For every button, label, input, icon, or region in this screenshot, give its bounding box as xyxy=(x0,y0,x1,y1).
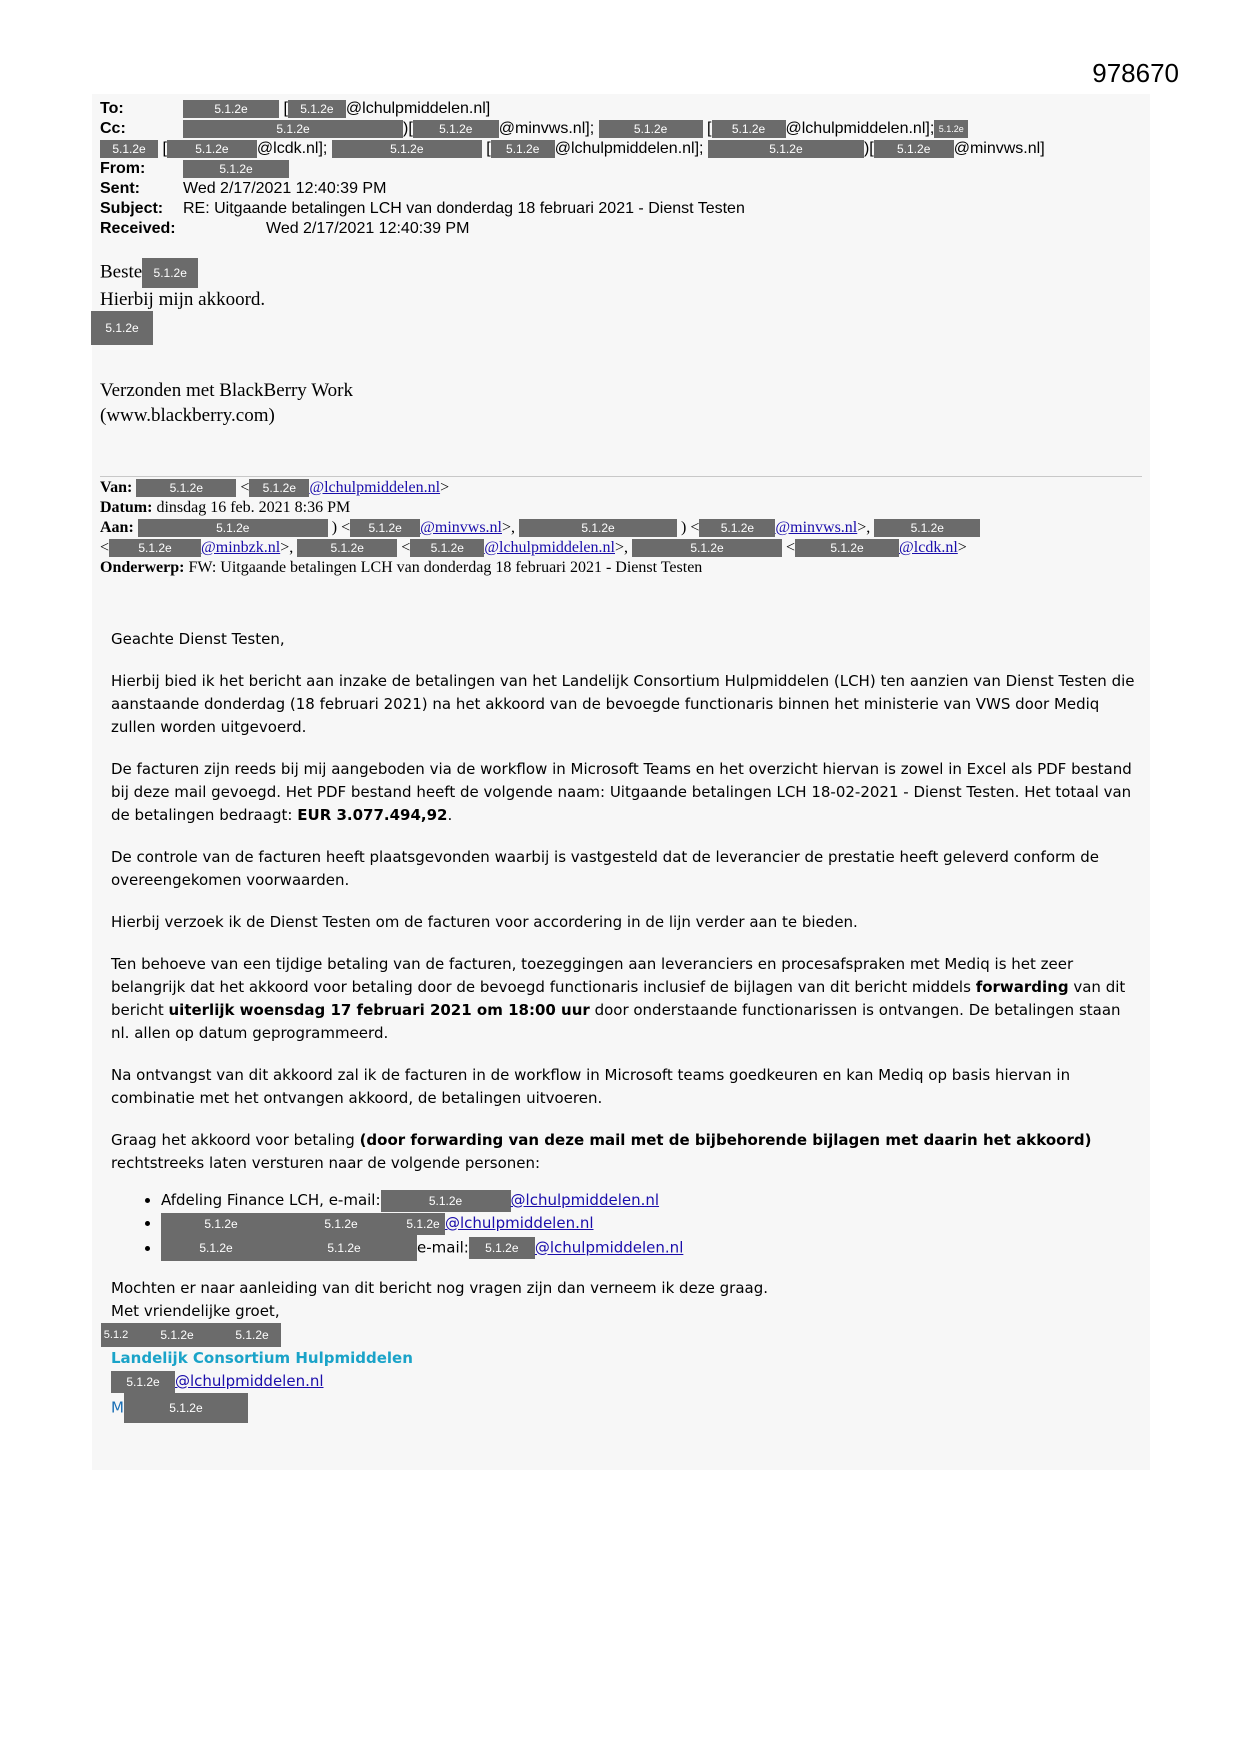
redaction: 5.1.2e xyxy=(874,519,980,537)
redaction: 5.1.2e xyxy=(934,120,968,138)
text: De facturen zijn reeds bij mij aangeboden via de workflow in Microsoft Teams en het overzicht hiervan is zowel in Excel als PDF bestand bij deze mail gevoegd. Het PDF bestand heeft de volgende naam: Uitgaande betalingen LCH 18-02-2021 - Dienst Testen. Het totaal van de betalingen bedraagt: xyxy=(111,760,1132,824)
text: e-mail: xyxy=(417,1238,469,1257)
salutation: Geachte Dienst Testen, xyxy=(111,630,285,648)
redaction: 5.1.2e xyxy=(469,1237,535,1259)
list-item xyxy=(161,1235,1141,1261)
blackberry-signature xyxy=(100,378,353,428)
redaction: 5.1.2e xyxy=(413,120,499,138)
cc-row-2: 5.1.2e [ 5.1.2e @lcdk.nl]; 5.1.2e [ 5.1.2e @lchulpmiddelen.nl]; 5.1.2e )[ 5.1.2e @minvws.nl] xyxy=(100,139,1045,159)
redaction: 5.1.2e xyxy=(100,140,158,158)
from-row xyxy=(100,159,1045,179)
reply-greeting: Beste xyxy=(100,261,143,283)
aan-email-link[interactable]: @minvws.nl xyxy=(420,519,502,536)
redaction: 5.1.2e xyxy=(138,519,328,537)
paragraph: De controle van de facturen heeft plaatsgevonden waarbij is vastgesteld dat de leverancier de prestatie heeft geleverd conform de overeengekomen voorwaarden. xyxy=(111,848,1100,889)
redaction: 5.1.2e xyxy=(249,479,309,497)
redaction: 5.1.2 xyxy=(101,1323,131,1347)
redaction: 5.1.2e xyxy=(381,1190,511,1212)
redaction: 5.1.2e xyxy=(223,1323,281,1347)
datum-value: dinsdag 16 feb. 2021 8:36 PM xyxy=(156,499,351,516)
aan-email-link[interactable]: @minbzk.nl xyxy=(201,539,281,556)
paragraph xyxy=(111,1129,1141,1175)
received-value: Wed 2/17/2021 12:40:39 PM xyxy=(266,220,470,237)
email-link[interactable]: @lchulpmiddelen.nl xyxy=(445,1214,594,1232)
forwarded-body xyxy=(103,628,1141,1423)
redaction: 5.1.2e xyxy=(91,311,153,345)
organization-name: Landelijk Consortium Hulpmiddelen xyxy=(111,1349,413,1367)
onderwerp-value: FW: Uitgaande betalingen LCH van donderdag 18 februari 2021 - Dienst Testen xyxy=(188,559,703,576)
cc-domain: @minvws.nl]; xyxy=(498,120,595,137)
list-item xyxy=(161,1189,1141,1212)
redaction: 5.1.2e xyxy=(712,120,786,138)
to-label: To: xyxy=(100,100,124,117)
signature-m: M xyxy=(111,1398,124,1417)
redaction: 5.1.2e xyxy=(410,539,484,557)
sent-row xyxy=(100,179,1045,199)
redaction: 5.1.2e xyxy=(708,140,864,158)
redaction: 5.1.2e xyxy=(699,519,775,537)
from-label: From: xyxy=(100,160,146,177)
onderwerp-label: Onderwerp: xyxy=(100,559,185,576)
sent-value: Wed 2/17/2021 12:40:39 PM xyxy=(183,180,387,197)
reply-line: Hierbij mijn akkoord. xyxy=(100,289,266,310)
redaction: 5.1.2e xyxy=(183,160,289,178)
redaction: 5.1.2e xyxy=(795,539,899,557)
redaction: 5.1.2e xyxy=(491,140,555,158)
cc-domain: @lcdk.nl]; xyxy=(256,140,328,157)
redaction: 5.1.2e xyxy=(271,1235,417,1261)
redaction: 5.1.2e xyxy=(111,1371,175,1393)
redaction: 5.1.2e xyxy=(332,140,482,158)
bold-text: (door forwarding van deze mail met de bijbehorende bijlagen met daarin het akkoord) xyxy=(359,1131,1092,1149)
redaction: 5.1.2e xyxy=(183,120,403,138)
redaction: 5.1.2e xyxy=(167,140,257,158)
cc-domain: @lchulpmiddelen.nl]; xyxy=(785,120,935,137)
to-domain: @lchulpmiddelen.nl] xyxy=(345,100,491,117)
aan-label: Aan: xyxy=(100,519,134,536)
email-link[interactable]: @lchulpmiddelen.nl xyxy=(534,1238,684,1257)
text: door onderstaande functionarissen is ontvangen. De betalingen staan nl. allen op datum geprogrammeerd. xyxy=(111,1001,1121,1042)
redaction: 5.1.2e xyxy=(288,100,346,118)
paragraph xyxy=(111,758,1141,827)
text: van dit bericht xyxy=(111,978,1126,1019)
redaction: 5.1.2e xyxy=(599,120,703,138)
redaction: 5.1.2e xyxy=(109,539,201,557)
subject-label: Subject: xyxy=(100,200,164,217)
text: Ten behoeve van een tijdige betaling van de facturen, toezeggingen aan leveranciers en procesafspraken met Mediq is het zeer belangrijk dat het akkoord voor betaling door de bevoegd functionaris inclusief de bijlagen van dit bericht middels xyxy=(111,955,1074,996)
aan-email-link[interactable]: @minvws.nl xyxy=(775,519,858,536)
forwarded-header: Van: 5.1.2e < 5.1.2e @lchulpmiddelen.nl> Datum: dinsdag 16 feb. 2021 8:36 PM Aan: 5.1.2e ) < 5.1.2e @minvws.nl>, 5.1.2e ) < 5.1.2e @minvws.nl>, 5.1.2e < 5.1.2e @minbzk.nl>, 5.1.2e < 5.1.2e @lchulpmiddelen.nl>, 5.1.2e < 5.1.2e @lcdk.nl> Onderwerp: FW: Uitgaande betalingen LCH van donderdag 18 februari 2021 - Dienst Testen xyxy=(100,478,980,578)
text: rechtstreeks laten versturen naar de volgende personen: xyxy=(111,1154,541,1172)
email-link[interactable]: @lchulpmiddelen.nl xyxy=(510,1191,660,1209)
redaction: 5.1.2e xyxy=(632,539,782,557)
redaction: 5.1.2e xyxy=(161,1235,271,1261)
paragraph: Na ontvangst van dit akkoord zal ik de facturen in de workflow in Microsoft teams goedkeuren en kan Mediq op basis hiervan in combinatie met het ontvangen akkoord, de betalingen uitvoeren. xyxy=(111,1066,1071,1107)
sent-label: Sent: xyxy=(100,180,140,197)
paragraph: Hierbij bied ik het bericht aan inzake de betalingen van het Landelijk Consortium Hulpmiddelen (LCH) ten aanzien van Dienst Testen die aanstaande donderdag (18 februari 2021) na het akkoord van de bevoegde functionaris binnen het ministerie van VWS door Mediq zullen worden uitgevoerd. xyxy=(111,672,1135,736)
redaction: 5.1.2e xyxy=(136,479,236,497)
deadline: uiterlijk woensdag 17 februari 2021 om 18:00 uur xyxy=(168,1001,590,1019)
signature-line-2: (www.blackberry.com) xyxy=(100,405,275,426)
to-row: To: 5.1.2e [ 5.1.2e @lchulpmiddelen.nl] xyxy=(100,100,491,117)
email-header xyxy=(100,99,1045,239)
subject-value: RE: Uitgaande betalingen LCH van donderdag 18 februari 2021 - Dienst Testen xyxy=(183,200,745,217)
redaction: 5.1.2e xyxy=(161,1213,281,1235)
cc-label: Cc: xyxy=(100,120,126,137)
reply-body xyxy=(100,258,265,345)
text: . xyxy=(447,806,453,824)
redaction: 5.1.2e xyxy=(874,140,954,158)
datum-label: Datum: xyxy=(100,499,153,516)
recipient-list xyxy=(111,1189,1141,1261)
total-amount: EUR 3.077.494,92 xyxy=(297,806,448,824)
aan-email-link[interactable]: @lchulpmiddelen.nl xyxy=(484,539,615,556)
aan-email-link[interactable]: @lcdk.nl xyxy=(899,539,958,556)
subject-row xyxy=(100,199,1045,219)
received-label: Received: xyxy=(100,220,176,237)
redaction: 5.1.2e xyxy=(519,519,677,537)
cc-row: Cc: 5.1.2e )[ 5.1.2e @minvws.nl]; 5.1.2e [ 5.1.2e @lchulpmiddelen.nl]; 5.1.2e xyxy=(100,119,1045,139)
signature-email-link[interactable]: @lchulpmiddelen.nl xyxy=(175,1372,324,1390)
redaction: 5.1.2e xyxy=(183,100,279,118)
received-row xyxy=(100,219,1045,239)
list-item xyxy=(161,1212,1141,1235)
redaction: 5.1.2e xyxy=(142,258,198,288)
redaction: 5.1.2e xyxy=(124,1393,248,1423)
bold-text: forwarding xyxy=(975,978,1069,996)
paragraph: Hierbij verzoek ik de Dienst Testen om de facturen voor accordering in de lijn verder aan te bieden. xyxy=(111,913,858,931)
cc-domain: @lchulpmiddelen.nl]; xyxy=(554,140,704,157)
document-id: 978670 xyxy=(1092,58,1179,88)
redaction: 5.1.2e xyxy=(350,519,420,537)
divider xyxy=(100,476,1142,477)
redaction: 5.1.2e xyxy=(281,1213,401,1235)
closing-line: Mochten er naar aanleiding van dit bericht nog vragen zijn dan verneem ik deze graag. xyxy=(111,1279,769,1297)
redaction: 5.1.2e xyxy=(401,1213,445,1235)
paragraph xyxy=(111,953,1141,1045)
text: Afdeling Finance LCH, e-mail: xyxy=(161,1191,381,1209)
van-label: Van: xyxy=(100,479,133,496)
signature-line-1: Verzonden met BlackBerry Work xyxy=(100,380,353,401)
redaction: 5.1.2e xyxy=(297,539,397,557)
van-email-link[interactable]: @lchulpmiddelen.nl xyxy=(309,479,441,496)
redaction: 5.1.2e xyxy=(131,1323,223,1347)
cc-domain: @minvws.nl] xyxy=(953,140,1045,157)
text: Graag het akkoord voor betaling xyxy=(111,1131,360,1149)
regards: Met vriendelijke groet, xyxy=(111,1302,280,1320)
